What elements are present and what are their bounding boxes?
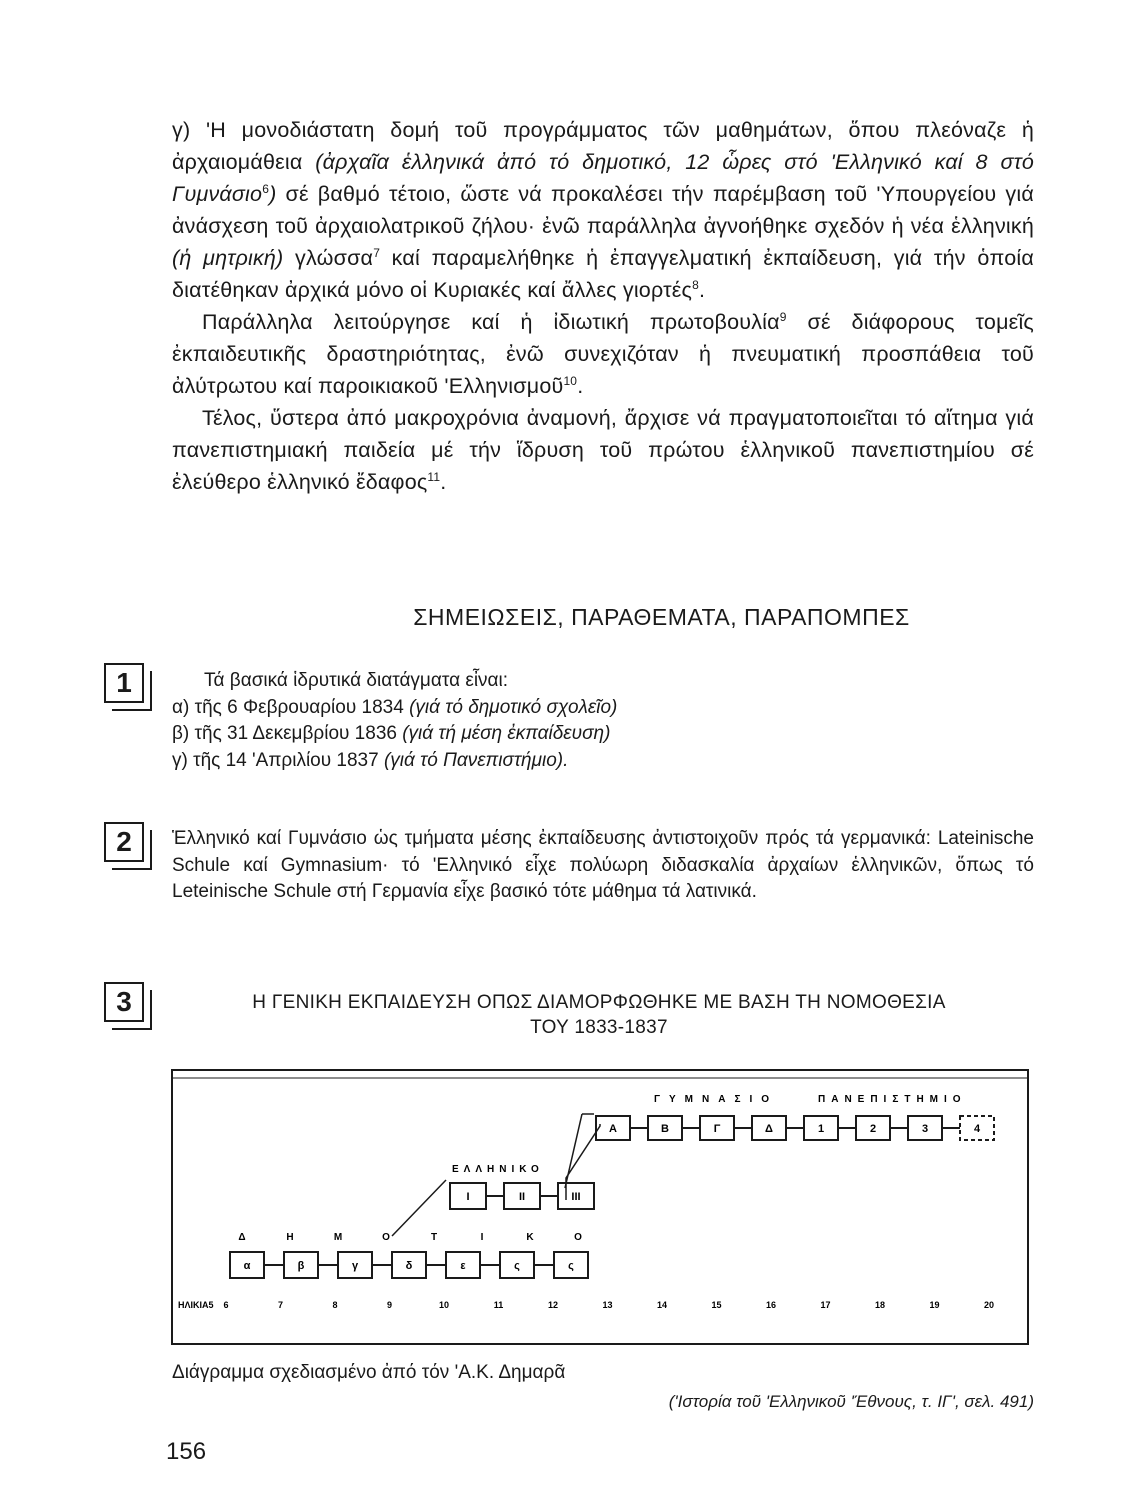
note-number-1: 1 xyxy=(104,663,144,703)
diagram-caption: Διάγραμμα σχεδιασμένο ἀπό τόν 'Α.Κ. Δημαρᾶ xyxy=(172,1362,566,1383)
age-tick-label: 17 xyxy=(820,1300,831,1310)
note-1-intro: Τά βασικά ἱδρυτικά διατάγματα εἶναι: xyxy=(204,670,509,691)
age-tick-label: 13 xyxy=(602,1300,613,1310)
note-2-text: Ἑλληνικό καί Γυμνάσιο ὡς τμήματα μέσης ἐκπαίδευσης ἀντιστοιχοῦν πρός τά γερμανικά: Lateinische Schule καί Gymnasium· τό 'Ελληνικό εἶχε πολύωρη διδασκαλία ἀρχαίων ἑλληνικῶν, ὅπως τό Leteinische Schule στή Γερμανία εἶχε βασικό τότε μάθημα τά λατινικά. xyxy=(172,828,1034,902)
education-system-diagram xyxy=(170,1068,1030,1348)
note-1 xyxy=(172,668,617,774)
connector-diagonal xyxy=(565,1114,582,1188)
paragraph-3: Τέλος, ὕστερα ἀπό μακροχρόνια ἀναμονή, ἄρχισε νά πραγματοποιεῖται τό αἴτημα γιά πανεπιστημιακή παιδεία μέ τήν ἵδρυση τοῦ πρώτου ἑλληνικοῦ πανεπιστημίου σέ ἐλεύθερο ἑλληνικό ἔδαφος$^{11}$. xyxy=(172,406,1034,494)
primary-grade: β xyxy=(297,1260,305,1272)
age-tick-label: 8 xyxy=(332,1300,338,1310)
note-1-item: γ) τῆς 14 'Απριλίου 1837 (γιά τό Πανεπιστήμιο). xyxy=(172,749,569,771)
primary-grade: δ xyxy=(405,1260,413,1272)
secondary-higher-grade: Δ xyxy=(765,1123,773,1135)
secondary-higher-grade: 2 xyxy=(869,1123,877,1135)
gymnasium-label: ΓΥΜΝΑΣΙΟ xyxy=(654,1094,779,1105)
paragraph-2: Παράλληλα λειτούργησε καί ἡ ἰδιωτική πρωτοβουλία$^9$ σέ διάφορους τομεῖς ἐκπαιδευτικῆς δραστηριότητας, ἐνῶ συνεχιζόταν ἡ πνευματική προσπάθεια τοῦ ἀλύτρωτου καί παροικιακοῦ 'Ελληνισμοῦ$^{10}$. xyxy=(172,309,1034,398)
primary-school-label-letter: Μ xyxy=(333,1232,343,1243)
primary-school-label-letter: Δ xyxy=(238,1232,246,1243)
age-tick-label: 15 xyxy=(711,1300,722,1310)
secondary-higher-grade: Γ xyxy=(713,1123,721,1135)
age-tick-label: 16 xyxy=(765,1300,777,1310)
primary-school-label-letter: Ι xyxy=(480,1232,484,1243)
age-tick-label: 20 xyxy=(983,1300,995,1310)
secondary-higher-grade: 3 xyxy=(921,1123,929,1135)
primary-school-label-letter: Η xyxy=(286,1232,294,1243)
age-axis-label: ΗΛΙΚΙΑ5 xyxy=(178,1300,214,1310)
age-tick-label: 19 xyxy=(929,1300,940,1310)
primary-school-label-letter: Ο xyxy=(382,1232,390,1243)
age-tick-label: 6 xyxy=(223,1300,229,1310)
note-number-3: 3 xyxy=(104,982,144,1022)
age-tick-label: 10 xyxy=(438,1300,450,1310)
note-number-2: 2 xyxy=(104,822,144,862)
secondary-higher-grade: Α xyxy=(609,1123,617,1135)
note-1-item: α) τῆς 6 Φεβρουαρίου 1834 (γιά τό δημοτικό σχολεῖο) xyxy=(172,696,618,718)
connector-diagonal xyxy=(392,1180,446,1236)
hellenic-school-label: ΕΛΛΗΝΙΚΟ xyxy=(452,1164,544,1175)
notes-section-title: ΣΗΜΕΙΩΣΕΙΣ, ΠΑΡΑΘΕΜΑΤΑ, ΠΑΡΑΠΟΜΠΕΣ xyxy=(413,604,910,630)
primary-grade: γ xyxy=(351,1260,359,1272)
note-1-item: β) τῆς 31 Δεκεμβρίου 1836 (γιά τή μέση ἐκπαίδευση) xyxy=(172,723,611,744)
hellenic-grade: I xyxy=(466,1191,470,1203)
primary-school-label-letter: Τ xyxy=(430,1232,438,1243)
primary-school-label-letter: Ο xyxy=(574,1232,582,1243)
primary-grade: ς xyxy=(568,1260,574,1272)
age-tick-label: 18 xyxy=(874,1300,886,1310)
age-tick-label: 12 xyxy=(547,1300,559,1310)
paragraph-1: γ) 'Η μονοδιάστατη δομή τοῦ προγράμματος τῶν μαθημάτων, ὅπου πλεόναζε ἡ ἀρχαιομάθεια (ἀρχαῖα ἑλληνικά ἀπό τό δημοτικό, 12 ὧρες στό 'Ελληνικό καί 8 στό Γυμνάσιο$^6$) σέ βαθμό τέτοιο, ὥστε νά προκαλέσει τήν παρέμβαση τοῦ 'Υπουργείου γιά ἀνάσχεση τοῦ ἀρχαιολατρικοῦ ζήλου· ἐνῶ παράλληλα ἀγνοήθηκε σχεδόν ἡ νέα ἑλληνική (ἡ μητρική) γλώσσα$^7$ καί παραμελήθηκε ἡ ἐπαγγελματική ἐκπαίδευση, γιά τήν ὁποία διατέθηκαν ἀρχικά μόνο οἱ Κυριακές καί ἄλλες γιορτές$^8$. xyxy=(172,118,1035,302)
hellenic-grade: III xyxy=(571,1191,581,1203)
primary-grade: ς xyxy=(514,1260,520,1272)
page-number: 156 xyxy=(166,1438,207,1465)
secondary-higher-grade: Β xyxy=(661,1123,669,1135)
primary-grade: ε xyxy=(460,1260,466,1272)
main-text xyxy=(172,114,1034,498)
primary-school-label-letter: Κ xyxy=(526,1232,534,1243)
age-tick-label: 11 xyxy=(493,1300,504,1310)
university-label: ΠΑΝΕΠΙΣΤΗΜΙΟ xyxy=(818,1094,967,1105)
age-tick-label: 9 xyxy=(386,1300,393,1310)
diagram-source: ('Ιστορία τοῦ 'Ελληνικοῦ 'Έθνους, τ. ΙΓ', σελ. 491) xyxy=(668,1392,1034,1411)
diagram-frame xyxy=(172,1070,1028,1344)
secondary-higher-grade: 1 xyxy=(817,1123,825,1135)
age-tick-label: 7 xyxy=(277,1300,284,1310)
note-3-title: Η ΓΕΝΙΚΗ ΕΚΠΑΙΔΕΥΣΗ ΟΠΩΣ ΔΙΑΜΟΡΦΩΘΗΚΕ ΜΕ ΒΑΣΗ ΤΗ ΝΟΜΟΘΕΣΙΑ ΤΟΥ 1833-1837 xyxy=(252,992,946,1038)
hellenic-grade: II xyxy=(518,1191,526,1203)
age-tick-label: 14 xyxy=(656,1300,668,1310)
secondary-higher-grade: 4 xyxy=(973,1123,981,1135)
primary-grade: α xyxy=(243,1260,251,1272)
